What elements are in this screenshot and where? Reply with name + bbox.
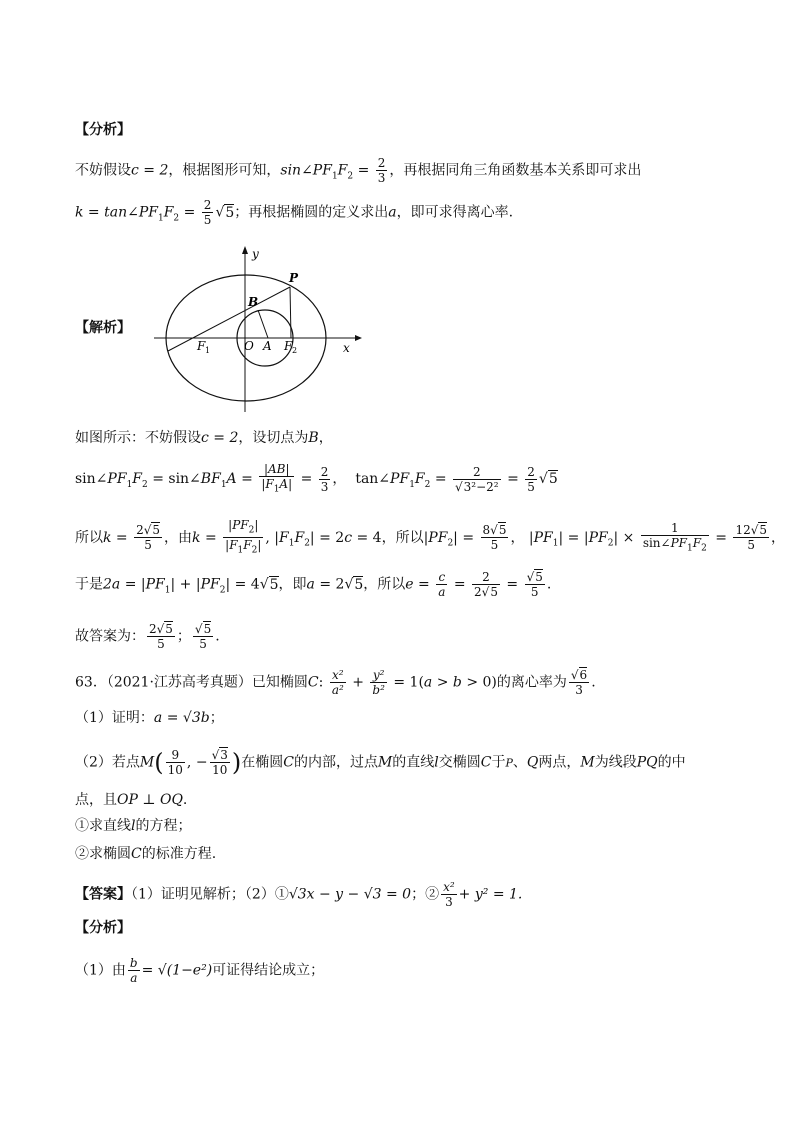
analysis-line-2: $k = \tan\angle PF_1F_2$ = $\frac{2}{5}$ √5；再根据椭圆的定义求出a，即可求得离心率. [75, 198, 514, 227]
problem-63-analysis-line: （1）由 $\frac{b}{a}$ = √(1−e²)可证得结论成立； [75, 956, 325, 985]
fig-label-f2: F [284, 339, 293, 353]
svg-text:1: 1 [205, 346, 211, 355]
math-c2: c = 2 [131, 162, 169, 179]
fig-label-p: P [289, 271, 299, 285]
solution-line-3: 所以k = $\frac{2√5}{5}$ ，由k = $\frac{|PF_2|}{|F_1F_2|}$ , $|F_1F_2| = 2c = 4$，所以$|PF_2|$ = $\frac{8√5}{5}$ ， $|PF_1| = |PF_2|$ × $\frac{1}{\sin\angle PF_1F_2}$ = $\frac{12√5}{5}$ ， [75, 518, 785, 556]
fig-label-f1: F [197, 339, 206, 353]
analysis-line-1: 不妨假设c = 2，根据图形可知，$\sin\angle PF_1F_2$ = $\frac{2}{3}$ ，再根据同角三角函数基本关系即可求出 [75, 156, 642, 185]
problem-63-analysis-heading: 【分析】 [75, 920, 131, 936]
problem-63-part2-cont: 点，且OP ⊥ OQ. [75, 792, 188, 808]
text: ，再根据同角三角函数基本关系即可求出 [389, 162, 642, 179]
problem-63-stem: 63．（2021·江苏高考真题）已知椭圆C: $\frac{\text{x²}}{\text{a²}}$ + $\frac{\text{y²}}{\text{b²}}$ = 1(a > b > 0)的离心率为 $\frac{√6}{3}$ . [75, 668, 596, 697]
fig-label-y: y [252, 247, 259, 261]
text: ；再根据椭圆的定义求出 [234, 204, 389, 221]
math-k-tan: k = tan∠PF [75, 204, 158, 221]
problem-63-part1: （1）证明：a = √3b； [75, 710, 224, 726]
math-sin: sin∠PF [280, 162, 332, 179]
problem-63-sub1: ①求直线l的方程； [75, 818, 192, 834]
text: ，根据图形可知， [168, 162, 281, 179]
svg-text:2: 2 [292, 346, 298, 355]
fig-label-b: B [248, 295, 259, 309]
ellipse-circle-figure [150, 240, 380, 415]
text: 不妨假设 [75, 162, 131, 179]
problem-63-sub2: ②求椭圆C的标准方程. [75, 846, 217, 862]
problem-63-part2: （2）若点M( $\frac{9}{10}$ , − $\frac{√3}{10}$ )在椭圆C的内部，过点M的直线l交椭圆C于P、Q两点，M为线段PQ的中 [75, 748, 686, 777]
solution-line-2: $\sin\angle PF_1F_2$ = $\sin\angle BF_1A$ = $\frac{|AB|}{|F_1A|}$ = $\frac{2}{3}$ ， $\tan\angle PF_1F_2$ = $\frac{2}{\text{√3²−2²}}$ = $\frac{2}{5}$ √5 [75, 462, 558, 495]
solution-answer: 故答案为： $\frac{2√5}{5}$ ； $\frac{√5}{5}$ . [75, 622, 220, 651]
analysis-heading: 【分析】 [75, 122, 131, 138]
fig-label-x: x [343, 341, 350, 355]
solution-line-4: 于是$2a = |PF_1| + |PF_2| = 4√5$，即a = 2√5，所以e = $\frac{c}{a}$ = $\frac{2}{2√5}$ = $\frac{√5}{5}$ . [75, 570, 552, 599]
problem-63-answer: 【答案】（1）证明见解析；（2）①√3x − y − √3 = 0；② $\frac{\text{x²}}{3}$ + y² = 1. [75, 880, 523, 909]
solution-heading: 【解析】 [75, 320, 131, 336]
solution-line-1: 如图所示：不妨假设c = 2，设切点为B， [75, 430, 333, 446]
fig-label-a: A [263, 339, 272, 353]
fig-label-o: O [244, 339, 254, 353]
fraction-2-3: $\frac{2}{3}$ [377, 156, 386, 185]
